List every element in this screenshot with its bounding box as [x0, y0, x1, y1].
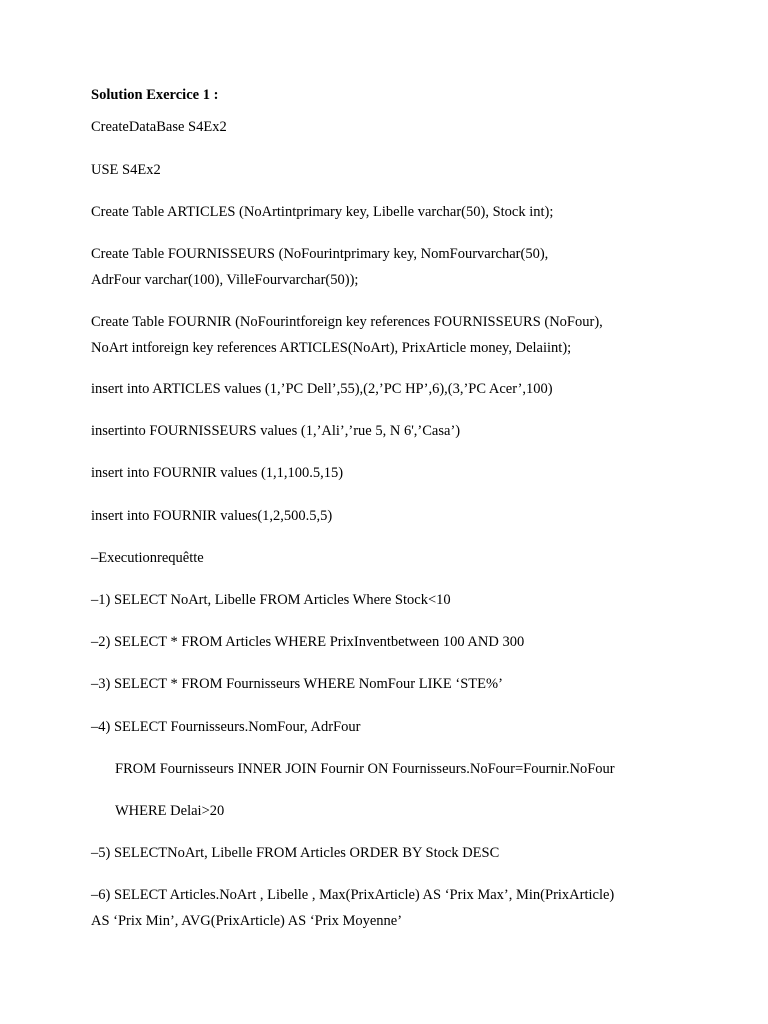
line-insert-fournir-2: insert into FOURNIR values(1,2,500.5,5)	[91, 508, 333, 524]
line-query-4-select: –4) SELECT Fournisseurs.NomFour, AdrFour	[91, 719, 361, 735]
document-title: Solution Exercice 1 :	[91, 87, 219, 103]
line-query-4-where: WHERE Delai>20	[115, 803, 225, 819]
line-create-fournisseurs-1: Create Table FOURNISSEURS (NoFourintprimary key, NomFourvarchar(50),	[91, 246, 549, 262]
line-create-fournir-1: Create Table FOURNIR (NoFourintforeign key references FOURNISSEURS (NoFour),	[91, 314, 603, 330]
line-query-6-part-1: –6) SELECT Articles.NoArt , Libelle , Max(PrixArticle) AS ‘Prix Max’, Min(PrixArticle)	[91, 887, 615, 903]
line-query-5: –5) SELECTNoArt, Libelle FROM Articles ORDER BY Stock DESC	[91, 845, 500, 861]
line-create-fournisseurs-2: AdrFour varchar(100), VilleFourvarchar(50));	[91, 272, 359, 288]
line-insert-articles: insert into ARTICLES values (1,’PC Dell’,55),(2,’PC HP’,6),(3,’PC Acer’,100)	[91, 381, 553, 397]
line-query-4-from: FROM Fournisseurs INNER JOIN Fournir ON Fournisseurs.NoFour=Fournir.NoFour	[115, 761, 615, 777]
line-query-6-part-2: AS ‘Prix Min’, AVG(PrixArticle) AS ‘Prix Moyenne’	[91, 913, 403, 929]
line-create-articles: Create Table ARTICLES (NoArtintprimary key, Libelle varchar(50), Stock int);	[91, 204, 554, 220]
line-use-database: USE S4Ex2	[91, 162, 161, 178]
line-create-fournir-2: NoArt intforeign key references ARTICLES(NoArt), PrixArticle money, Delaiint);	[91, 340, 572, 356]
line-execution-heading: –Executionrequêtte	[91, 550, 204, 566]
line-query-2: –2) SELECT * FROM Articles WHERE PrixInventbetween 100 AND 300	[91, 634, 525, 650]
line-query-1: –1) SELECT NoArt, Libelle FROM Articles Where Stock<10	[91, 592, 451, 608]
line-create-database: CreateDataBase S4Ex2	[91, 119, 227, 135]
line-insert-fournisseurs: insertinto FOURNISSEURS values (1,’Ali’,’rue 5, N 6',’Casa’)	[91, 423, 461, 439]
line-insert-fournir-1: insert into FOURNIR values (1,1,100.5,15)	[91, 465, 344, 481]
line-query-3: –3) SELECT * FROM Fournisseurs WHERE NomFour LIKE ‘STE%’	[91, 676, 503, 692]
